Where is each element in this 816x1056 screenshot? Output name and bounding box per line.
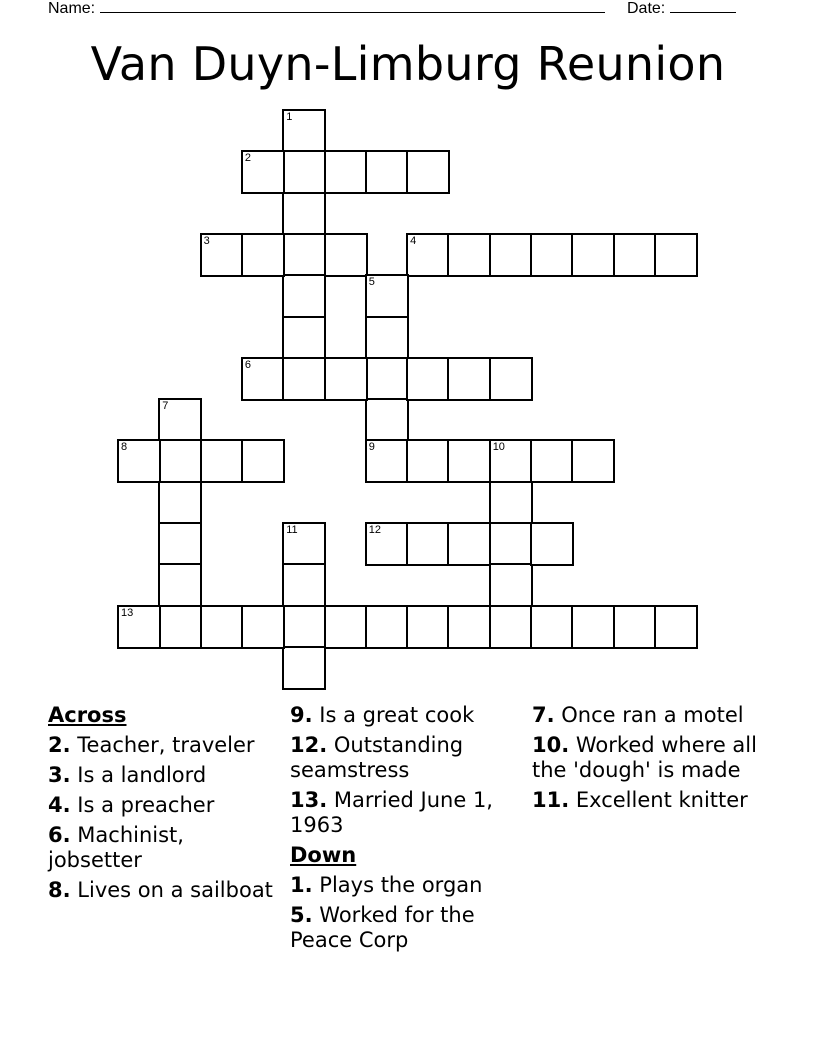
clue-across-2: 2. Teacher, traveler [48, 733, 255, 757]
clue-number: 9 [368, 441, 375, 454]
clue-number: 11 [286, 524, 298, 536]
grid-cell[interactable] [613, 233, 657, 277]
clue-number: 6 [244, 358, 252, 371]
clue-across-9: 9. Is a great cook [290, 703, 475, 727]
clue-down-11: 11. Excellent knitter [532, 788, 748, 812]
clue-number: 7 [162, 400, 169, 413]
grid-cell[interactable] [406, 233, 450, 277]
grid-cell[interactable] [200, 605, 244, 649]
grid-cell[interactable] [282, 316, 326, 360]
grid-cell[interactable] [158, 439, 202, 483]
grid-cell[interactable] [282, 646, 326, 690]
clue-down-5: 5. Worked for the Peace Corp [290, 903, 475, 952]
clue-number: 4 [410, 234, 417, 247]
clue-down-1: 1. Plays the organ [290, 873, 483, 897]
grid-cell[interactable] [158, 481, 202, 525]
grid-cell[interactable] [282, 605, 326, 649]
clue-number: 13 [121, 606, 134, 619]
clue-across-8: 8. Lives on a sailboat [48, 878, 273, 902]
grid-cell[interactable] [200, 439, 244, 483]
grid-cell[interactable] [365, 150, 409, 194]
grid-cell[interactable] [365, 357, 409, 401]
clue-across-13: 13. Married June 1, 1963 [290, 788, 493, 837]
grid-cell[interactable] [571, 233, 615, 277]
clue-down-10: 10. Worked where all the 'dough' is made [532, 733, 757, 782]
grid-cell[interactable] [530, 605, 574, 649]
grid-cell[interactable] [406, 605, 450, 649]
grid-cell[interactable] [530, 439, 574, 483]
grid-cell[interactable] [282, 109, 326, 153]
grid-cell[interactable] [365, 605, 409, 649]
grid-cell[interactable] [447, 233, 491, 277]
grid-cell[interactable] [282, 233, 326, 277]
grid-cell[interactable] [447, 522, 491, 566]
grid-cell[interactable] [117, 605, 161, 649]
grid-cell[interactable] [489, 481, 533, 525]
grid-cell[interactable] [406, 357, 450, 401]
grid-cell[interactable] [489, 439, 533, 483]
grid-cell[interactable] [241, 357, 285, 401]
grid-cell[interactable] [117, 439, 161, 483]
grid-cell[interactable] [406, 522, 450, 566]
grid-cell[interactable] [365, 398, 409, 442]
grid-cell[interactable] [241, 150, 285, 194]
grid-cell[interactable] [158, 563, 202, 607]
grid-cell[interactable] [282, 150, 326, 194]
clue-number: 1 [286, 111, 293, 123]
grid-cell[interactable] [571, 605, 615, 649]
clue-down-7: 7. Once ran a motel [532, 703, 744, 727]
grid-cell[interactable] [489, 233, 533, 277]
grid-cell[interactable] [489, 563, 533, 607]
grid-cell[interactable] [530, 233, 574, 277]
name-label: Name: [48, 0, 96, 17]
clue-across-3: 3. Is a landlord [48, 763, 207, 787]
grid-cell[interactable] [241, 233, 285, 277]
grid-cell[interactable] [571, 439, 615, 483]
grid-cell[interactable] [365, 522, 409, 566]
clue-column-1 [48, 703, 280, 908]
grid-cell[interactable] [489, 605, 533, 649]
grid-cell[interactable] [241, 605, 285, 649]
clue-number: 2 [244, 152, 252, 165]
clue-number: 10 [492, 441, 505, 454]
grid-cell[interactable] [365, 439, 409, 483]
grid-cell[interactable] [489, 357, 533, 401]
grid-cell[interactable] [654, 233, 698, 277]
grid-cell[interactable] [241, 439, 285, 483]
grid-cell[interactable] [158, 605, 202, 649]
grid-cell[interactable] [200, 233, 244, 277]
grid-cell[interactable] [158, 522, 202, 566]
grid-cell[interactable] [158, 398, 202, 442]
grid-cell[interactable] [447, 357, 491, 401]
grid-cell[interactable] [406, 150, 450, 194]
puzzle-title: Van Duyn-Limburg Reunion [90, 37, 726, 91]
down-heading: Down [290, 843, 357, 867]
clue-across-6: 6. Machinist, jobsetter [48, 823, 184, 872]
clue-across-4: 4. Is a preacher [48, 793, 215, 817]
clue-number: 12 [368, 524, 382, 536]
grid-cell[interactable] [282, 522, 326, 566]
grid-cell[interactable] [324, 233, 368, 277]
across-heading: Across [48, 703, 127, 727]
date-label: Date: [627, 0, 666, 17]
grid-cell[interactable] [365, 274, 409, 318]
grid-cell[interactable] [406, 439, 450, 483]
grid-cell[interactable] [324, 357, 368, 401]
grid-cell[interactable] [324, 605, 368, 649]
grid-cell[interactable] [365, 316, 409, 360]
grid-cell[interactable] [613, 605, 657, 649]
grid-cell[interactable] [530, 522, 574, 566]
grid-cell[interactable] [489, 522, 533, 566]
grid-cell[interactable] [282, 563, 326, 607]
grid-cell[interactable] [324, 150, 368, 194]
clue-number: 8 [121, 441, 128, 454]
clue-column-2 [290, 703, 522, 958]
clue-number: 5 [368, 276, 375, 289]
grid-cell[interactable] [282, 357, 326, 401]
grid-cell[interactable] [654, 605, 698, 649]
grid-cell[interactable] [447, 439, 491, 483]
grid-cell[interactable] [282, 192, 326, 236]
clue-column-3 [532, 703, 764, 818]
clue-number: 3 [203, 234, 210, 247]
grid-cell[interactable] [282, 274, 326, 318]
clue-across-12: 12. Outstanding seamstress [290, 733, 464, 782]
grid-cell[interactable] [447, 605, 491, 649]
